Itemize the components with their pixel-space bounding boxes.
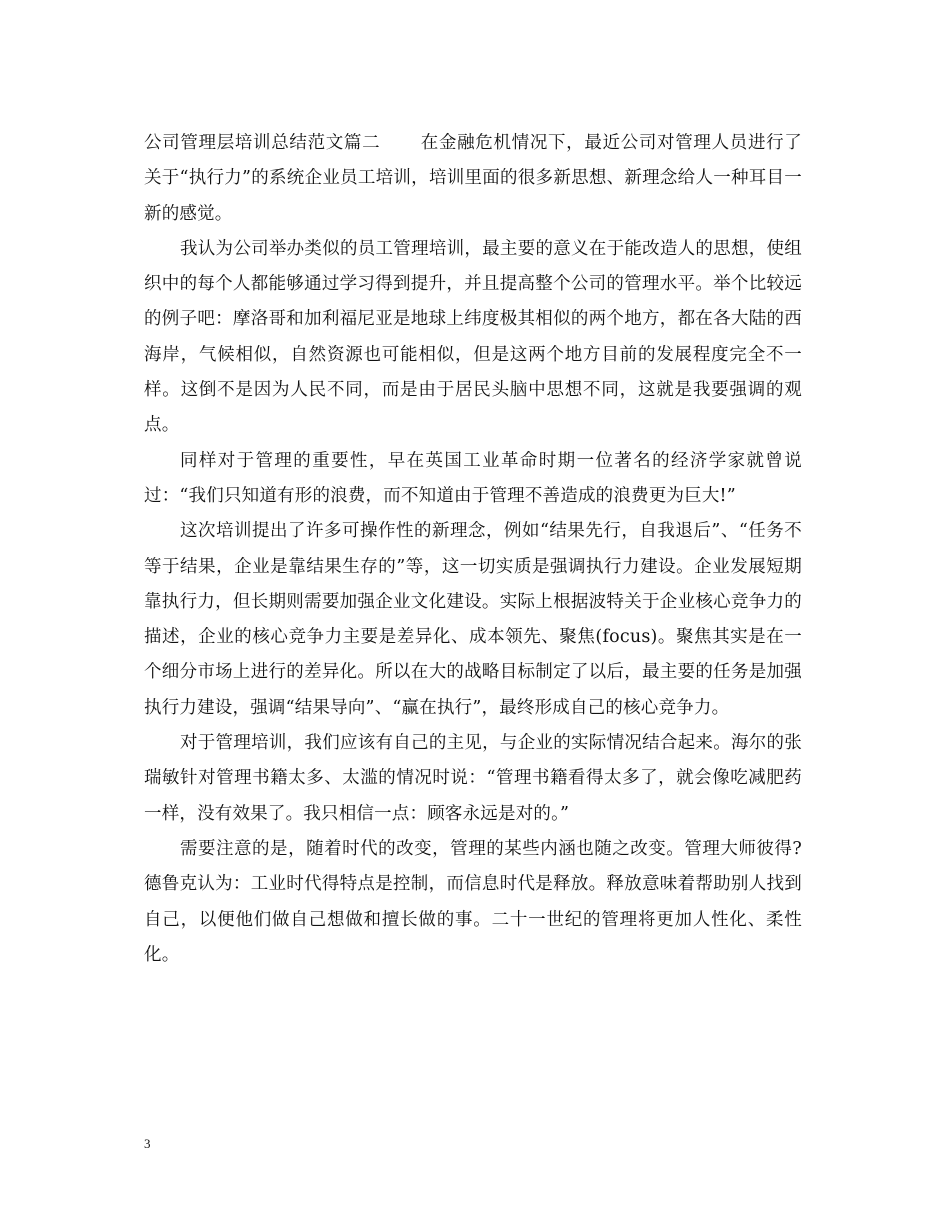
intro-text: 在金融危机情况下，最近公司对管理人员进行了关于“执行力”的系统企业员工培训，培训里面的很多新思想、新理念给人一种耳目一新的感觉。 bbox=[144, 133, 802, 224]
document-body bbox=[144, 126, 802, 973]
body-paragraph-3: 这次培训提出了许多可操作性的新理念，例如“结果先行，自我退后”、“任务不等于结果，企业是靠结果生存的”等，这一切实质是强调执行力建设。企业发展短期靠执行力，但长期则需要加强企业文化建设。实际上根据波特关于企业核心竞争力的描述，企业的核心竞争力主要是差异化、成本领先、聚焦(focus)。聚焦其实是在一个细分市场上进行的差异化。所以在大的战略目标制定了以后，最主要的任务是加强执行力建设，强调“结果导向”、“赢在执行”，最终形成自己的核心竞争力。 bbox=[144, 521, 802, 718]
page-number: 3 bbox=[144, 1136, 151, 1151]
body-paragraph-5: 需要注意的是，随着时代的改变，管理的某些内涵也随之改变。管理大师彼得?德鲁克认为：工业时代得特点是控制，而信息时代是释放。释放意味着帮助别人找到自己，以便他们做自己想做和擅长做的事。二十一世纪的管理将更加人性化、柔性化。 bbox=[144, 838, 802, 965]
body-paragraph-1: 我认为公司举办类似的员工管理培训，最主要的意义在于能改造人的思想，使组织中的每个人都能够通过学习得到提升，并且提高整个公司的管理水平。举个比较远的例子吧：摩洛哥和加利福尼亚是地球上纬度极其相似的两个地方，都在各大陆的西海岸，气候相似，自然资源也可能相似，但是这两个地方目前的发展程度完全不一样。这倒不是因为人民不同，而是由于居民头脑中思想不同，这就是我要强调的观点。 bbox=[144, 238, 802, 436]
body-paragraph-4: 对于管理培训，我们应该有自己的主见，与企业的实际情况结合起来。海尔的张瑞敏针对管理书籍太多、太滥的情况时说：“管理书籍看得太多了，就会像吃减肥药一样，没有效果了。我只相信一点：顾客永远是对的。” bbox=[144, 733, 802, 824]
intro-paragraph bbox=[144, 126, 802, 232]
document-title: 公司管理层培训总结范文篇二 bbox=[144, 133, 381, 153]
body-paragraph-2: 同样对于管理的重要性，早在英国工业革命时期一位著名的经济学家就曾说过：“我们只知道有形的浪费，而不知道由于管理不善造成的浪费更为巨大!” bbox=[144, 450, 802, 506]
